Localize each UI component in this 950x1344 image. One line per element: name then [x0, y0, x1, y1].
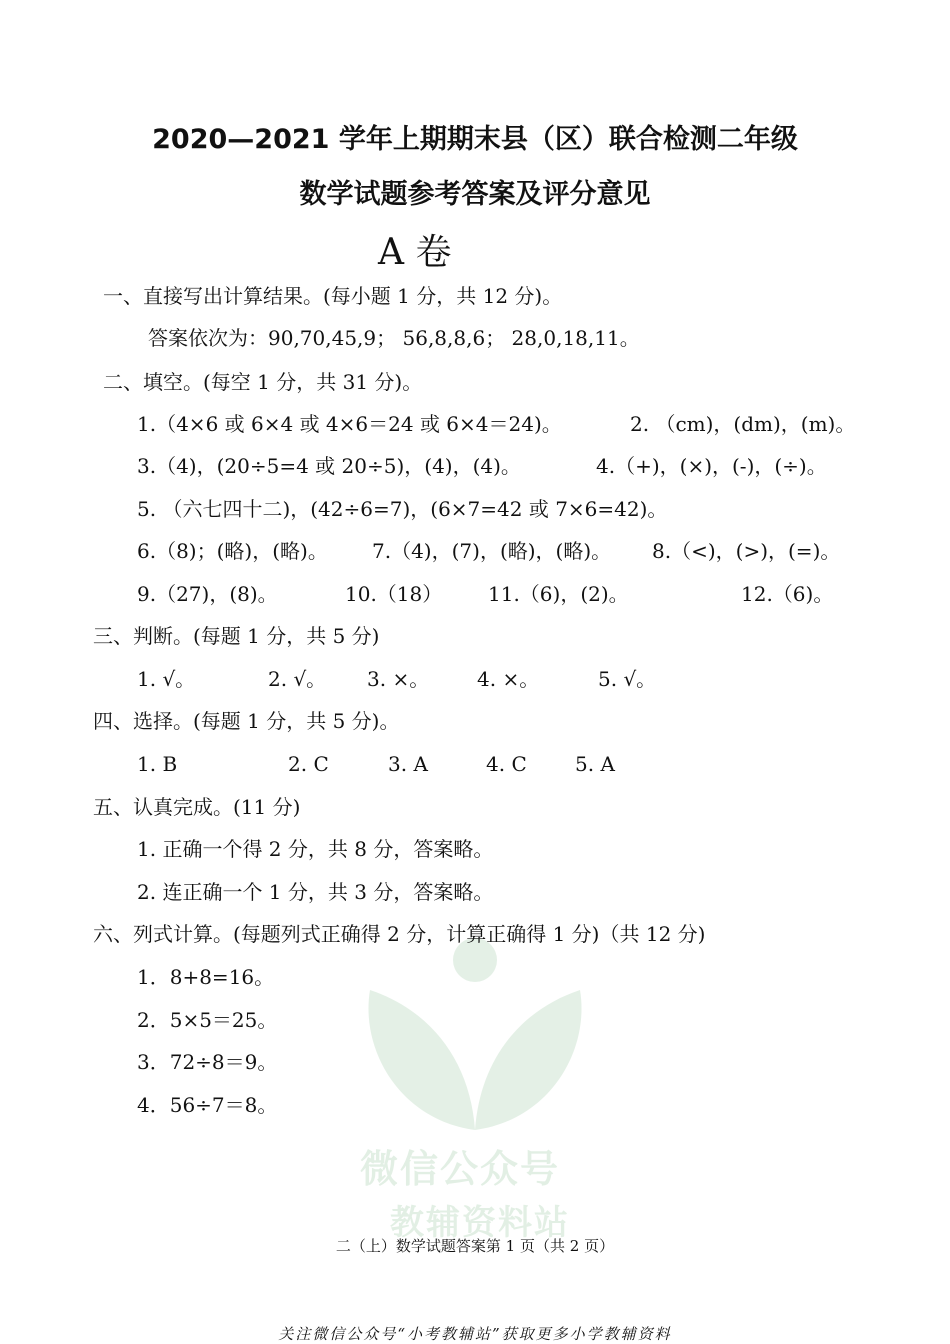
- s6-line3: 3．72÷8＝9。: [137, 1050, 278, 1074]
- s5-line1: 1. 正确一个得 2 分，共 8 分，答案略。: [137, 837, 494, 861]
- s2-q2: 2. （cm)，(dm)，(m)。: [630, 412, 856, 436]
- s2-q6: 6.（8)；(略)，(略)。: [137, 539, 328, 563]
- s2-q1: 1.（4×6 或 6×4 或 4×6＝24 或 6×4＝24)。: [137, 412, 562, 436]
- s2-q8: 8.（<)，(>)，(=)。: [652, 539, 841, 563]
- watermark-text-2: 教辅资料站: [390, 1203, 570, 1243]
- section2-heading: 二、填空。(每空 1 分，共 31 分)。: [103, 370, 423, 394]
- s4-a2: 2. C: [288, 752, 329, 776]
- doc-title-line2: 数学试题参考答案及评分意见: [299, 179, 651, 210]
- s2-q7: 7.（4)，(7)，(略)，(略)。: [372, 539, 612, 563]
- section4-heading: 四、选择。(每题 1 分，共 5 分)。: [93, 709, 400, 733]
- s4-a5: 5. A: [575, 752, 615, 776]
- bottom-promo-note: 关注微信公众号“小考教辅站”获取更多小学教辅资料: [278, 1325, 672, 1343]
- s6-line4: 4．56÷7＝8。: [137, 1093, 278, 1117]
- s3-a5: 5. √。: [598, 667, 657, 691]
- s6-line2: 2．5×5＝25。: [137, 1008, 278, 1032]
- s3-a4: 4. ×。: [477, 667, 540, 691]
- s6-line1: 1．8+8=16。: [137, 965, 275, 989]
- section1-heading: 一、直接写出计算结果。(每小题 1 分，共 12 分)。: [103, 284, 563, 308]
- watermark-text-1: 微信公众号: [360, 1147, 561, 1191]
- s4-a1: 1. B: [137, 752, 178, 776]
- s2-q11: 11.（6)，(2)。: [488, 582, 629, 606]
- s2-q5: 5. （六七四十二)，(42÷6=7)，(6×7=42 或 7×6=42)。: [137, 497, 668, 521]
- s2-q4: 4.（+)，(×)，(-)，(÷)。: [596, 454, 827, 478]
- section3-heading: 三、判断。(每题 1 分，共 5 分): [93, 624, 380, 648]
- paper-section-label: A 卷: [378, 232, 452, 273]
- section5-heading: 五、认真完成。(11 分): [93, 795, 301, 819]
- section6-heading: 六、列式计算。(每题列式正确得 2 分，计算正确得 1 分)（共 12 分): [93, 922, 706, 946]
- s3-a1: 1. √。: [137, 667, 196, 691]
- s5-line2: 2. 连正确一个 1 分，共 3 分，答案略。: [137, 880, 494, 904]
- doc-title-line1: 2020—2021 学年上期期末县（区）联合检测二年级: [152, 124, 798, 155]
- s2-q12: 12.（6)。: [741, 582, 834, 606]
- s4-a4: 4. C: [486, 752, 527, 776]
- s3-a2: 2. √。: [268, 667, 327, 691]
- s2-q10: 10.（18）: [345, 582, 443, 606]
- s3-a3: 3. ×。: [367, 667, 430, 691]
- section1-answers: 答案依次为：90,70,45,9； 56,8,8,6； 28,0,18,11。: [148, 326, 640, 350]
- s2-q3: 3.（4)，(20÷5=4 或 20÷5)，(4)，(4)。: [137, 454, 521, 478]
- s2-q9: 9.（27)，(8)。: [137, 582, 278, 606]
- page-footer: 二（上）数学试题答案第 1 页（共 2 页）: [335, 1237, 615, 1255]
- s4-a3: 3. A: [388, 752, 428, 776]
